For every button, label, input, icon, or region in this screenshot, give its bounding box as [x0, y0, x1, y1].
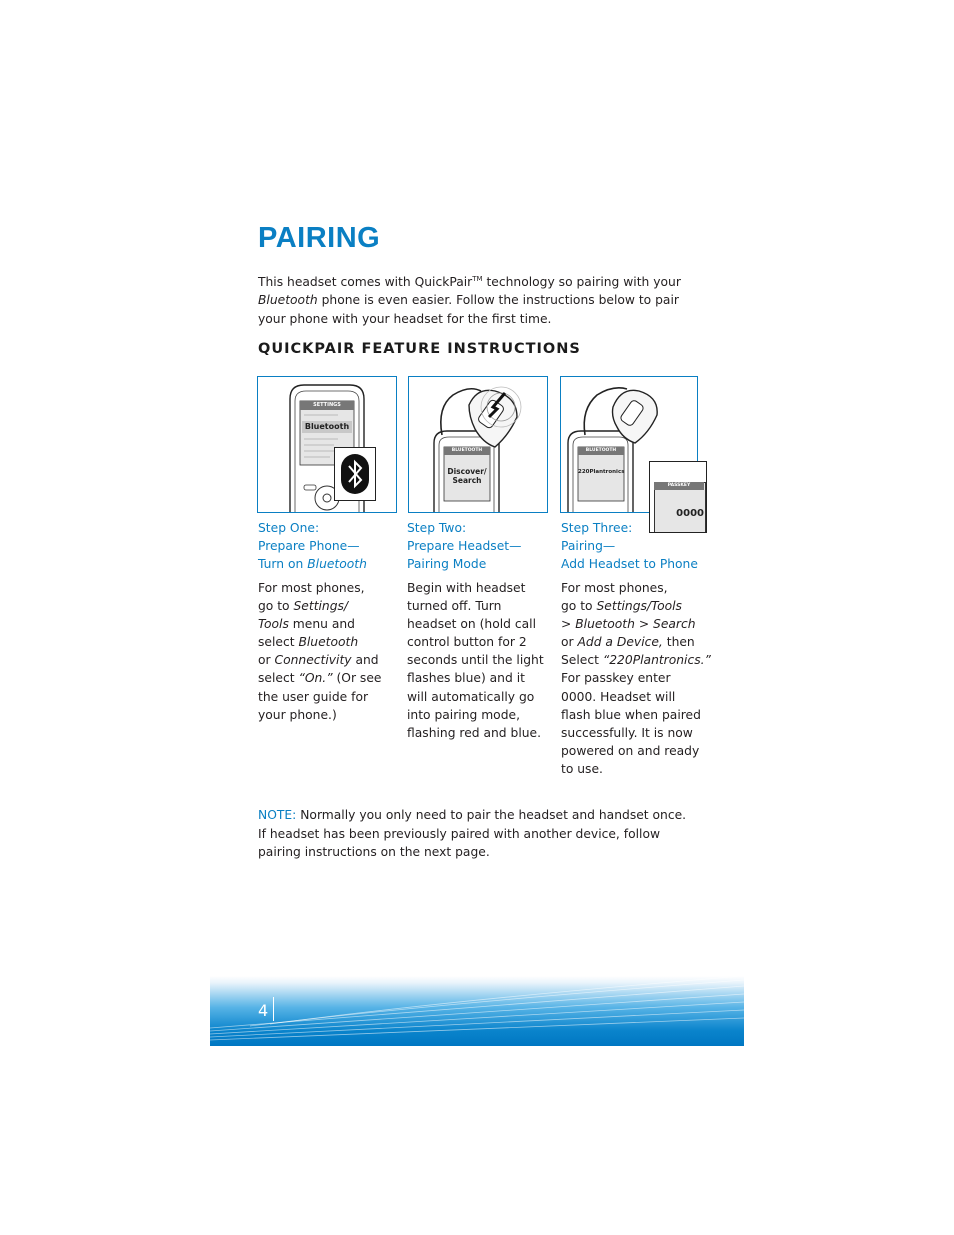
- body-italic: Settings/: [293, 599, 349, 614]
- step-heading: Prepare Headset—: [407, 539, 522, 553]
- body-text: or: [258, 653, 275, 668]
- step-one-illustration: [257, 376, 397, 513]
- step-three: [561, 519, 711, 778]
- body-line: will automatically go: [407, 689, 535, 704]
- passkey-header: PASSKEY: [654, 482, 704, 490]
- subheading-italic: Bluetooth: [307, 557, 367, 571]
- footer-wave-lines: [210, 976, 744, 1046]
- step-two-illustration: [408, 376, 548, 513]
- body-line: [258, 633, 398, 651]
- body-line: seconds until the light: [407, 653, 544, 668]
- body-text: menu and: [288, 617, 355, 632]
- body-text: Select: [561, 653, 603, 668]
- body-line: control button for 2: [407, 635, 527, 650]
- body-line: into pairing mode,: [407, 707, 520, 722]
- body-italic: “On.”: [298, 671, 333, 686]
- step-two-title: [407, 519, 557, 573]
- bluetooth-icon-box: [334, 447, 376, 501]
- body-line: powered on and ready: [561, 743, 700, 758]
- step-label: Step Two:: [407, 521, 467, 535]
- note-line: pairing instructions on the next page.: [258, 845, 490, 859]
- screen-header: BLUETOOTH: [451, 448, 483, 453]
- body-line: to use.: [561, 761, 603, 776]
- step-heading: Pairing—: [561, 539, 616, 553]
- body-italic: Settings/Tools: [596, 599, 682, 614]
- body-line: successfully. It is now: [561, 725, 693, 740]
- note-label: NOTE:: [258, 808, 297, 822]
- step-three-title: [561, 519, 711, 573]
- step-subheading: [258, 555, 398, 573]
- page-title: PAIRING: [258, 222, 381, 254]
- screen-device-label: 220Plantronics: [578, 469, 625, 475]
- page-number: 4: [258, 1001, 269, 1020]
- body-text: select: [258, 635, 299, 650]
- note-paragraph: [258, 806, 698, 862]
- body-line: flash blue when paired: [561, 707, 701, 722]
- body-italic: Tools: [258, 617, 289, 632]
- body-line: [258, 615, 398, 633]
- section-subtitle: QUICKPAIR FEATURE INSTRUCTIONS: [258, 341, 581, 357]
- body-line: [258, 597, 398, 615]
- subheading-text: Turn on: [258, 557, 308, 571]
- step-heading: Prepare Phone—: [258, 539, 360, 553]
- body-line: [258, 669, 398, 687]
- screen-bluetooth-label: Bluetooth: [304, 422, 350, 431]
- step-two-body: [407, 579, 557, 742]
- step-one: [258, 519, 398, 724]
- body-italic: “220Plantronics.”: [602, 653, 711, 668]
- page-number-divider: [273, 997, 274, 1021]
- step-label: Step Three:: [561, 521, 633, 535]
- body-line: [258, 651, 398, 669]
- step-three-body: [561, 579, 711, 778]
- footer-band: [210, 976, 744, 1046]
- bluetooth-icon: [335, 448, 375, 500]
- body-line: For passkey enter: [561, 671, 671, 686]
- body-line: Begin with headset: [407, 581, 526, 595]
- step-three-illustration: [560, 376, 704, 519]
- body-line: headset on (hold call: [407, 617, 537, 632]
- body-italic: Bluetooth: [298, 635, 359, 650]
- body-line: the user guide for: [258, 689, 369, 704]
- passkey-value: 0000: [676, 508, 704, 519]
- body-line: 0000. Headset will: [561, 689, 676, 704]
- body-line: [561, 615, 711, 633]
- intro-text-3: phone is even easier. Follow the instructions below to pair your phone with your headset for the first time.: [258, 293, 679, 326]
- body-line: flashing red and blue.: [407, 725, 542, 740]
- body-line: For most phones,: [561, 581, 668, 595]
- screen-header: BLUETOOTH: [585, 448, 617, 453]
- body-line: [561, 597, 711, 615]
- intro-paragraph: [258, 270, 708, 328]
- body-line: turned off. Turn: [407, 599, 502, 614]
- body-text: select: [258, 671, 299, 686]
- body-text: go to: [561, 599, 597, 614]
- body-line: [561, 651, 711, 669]
- body-text: or: [561, 635, 578, 650]
- body-line: your phone.): [258, 707, 337, 722]
- body-italic: > Bluetooth > Search: [561, 617, 696, 632]
- discover-text: Discover/: [447, 467, 487, 476]
- step-one-title: [258, 519, 398, 573]
- intro-bluetooth: Bluetooth: [258, 293, 318, 308]
- search-text: Search: [452, 476, 482, 485]
- screen-header: SETTINGS: [313, 402, 341, 408]
- trademark-mark: TM: [472, 275, 483, 283]
- body-line: flashes blue) and it: [407, 671, 525, 686]
- note-text: Normally you only need to pair the headset and handset once.: [296, 808, 687, 822]
- screen-discover-label: [444, 467, 490, 485]
- body-text: (Or see: [332, 671, 382, 686]
- intro-text-2: technology so pairing with your: [482, 275, 681, 290]
- step-label: Step One:: [258, 521, 320, 535]
- note-line: If headset has been previously paired with another device, follow: [258, 826, 661, 841]
- phone-and-headset-illustration: [409, 377, 547, 512]
- step-two: [407, 519, 557, 742]
- step-one-body: [258, 579, 398, 724]
- body-italic: Add a Device,: [577, 635, 663, 650]
- step-subheading: Add Headset to Phone: [561, 557, 698, 571]
- note-line: [258, 806, 698, 825]
- body-line: For most phones,: [258, 581, 365, 595]
- body-text: and: [351, 653, 379, 668]
- intro-text-1: This headset comes with QuickPair: [258, 275, 473, 290]
- step-subheading: Pairing Mode: [407, 557, 487, 571]
- body-text: go to: [258, 599, 294, 614]
- body-text: then: [662, 635, 695, 650]
- body-italic: Connectivity: [274, 653, 352, 668]
- body-line: [561, 633, 711, 651]
